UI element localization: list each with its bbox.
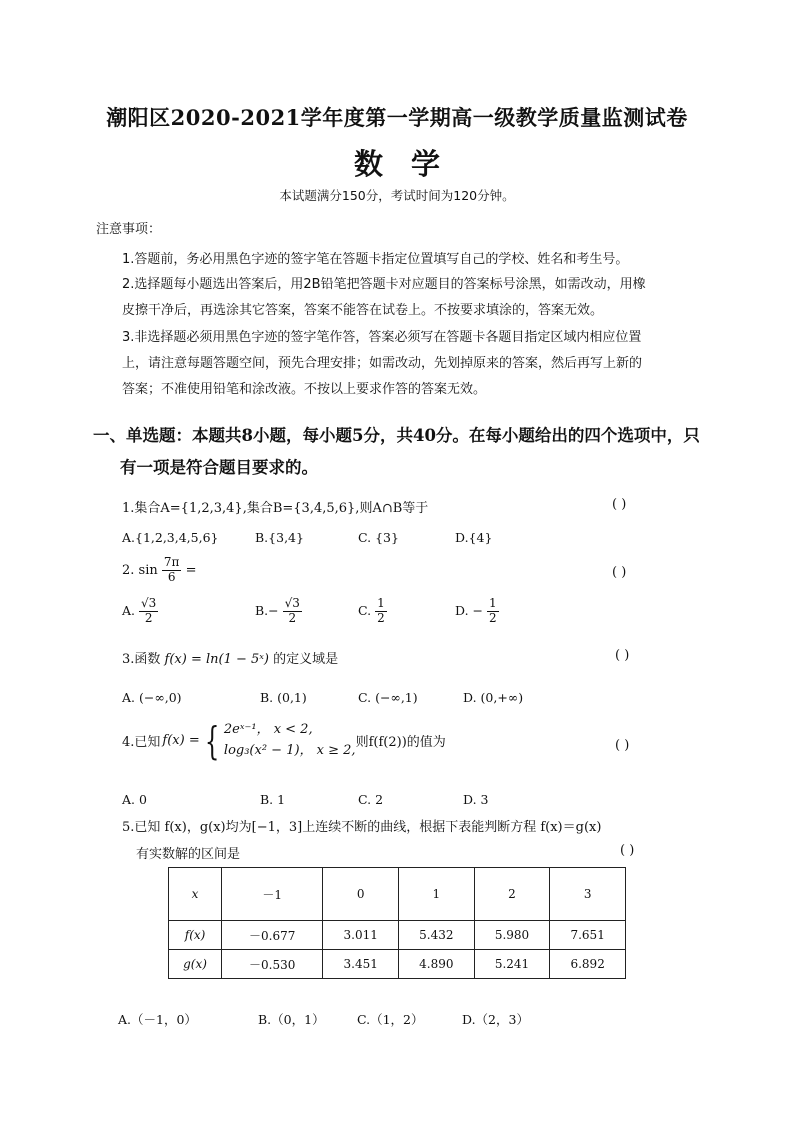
- q4-suffix: 则f(f(2))的值为: [355, 735, 446, 751]
- subject-title: 数学: [353, 147, 468, 181]
- q3-option-c: C. (−∞,1): [358, 690, 418, 705]
- q4-prefix: 4.已知: [122, 735, 161, 751]
- option-fraction: [375, 597, 387, 626]
- brace-symbol: {: [204, 718, 220, 763]
- notice-line: 上，请注意每题答题空间，预先合理安排；如需改动，先划掉原来的答案，然后再写上新的: [122, 356, 643, 371]
- q1-option-d: D.{4}: [455, 530, 493, 545]
- table-cell: －0.677: [222, 921, 323, 950]
- notice-heading: 注意事项：: [96, 222, 162, 237]
- q4-case-1: 2eˣ⁻¹， x < 2,: [223, 722, 313, 737]
- q4-lhs: f(x) =: [162, 733, 200, 749]
- section-heading-cont: 有一项是符合题目要求的。: [120, 458, 318, 477]
- q2-suffix: =: [185, 562, 197, 578]
- q3-option-a: A. (−∞,0): [122, 690, 182, 705]
- table-row: [169, 950, 626, 979]
- q4-option-d: D. 3: [463, 792, 489, 807]
- answer-blank: ( ): [620, 843, 635, 858]
- q1-option-a: A.{1,2,3,4,5,6}: [122, 530, 219, 545]
- table-cell: 5.241: [474, 950, 550, 979]
- option-fraction: [487, 597, 499, 626]
- section-heading: 一、单选题：本题共8小题，每小题5分，共40分。在每小题给出的四个选项中，只: [93, 426, 700, 445]
- option-sign: −: [472, 602, 484, 618]
- q3-option-d: D. (0,+∞): [463, 690, 524, 705]
- option-sign: −: [268, 602, 279, 618]
- q2-fraction: [162, 556, 182, 585]
- q5-table: [168, 867, 626, 979]
- table-cell: －0.530: [222, 950, 323, 979]
- option-num: 1: [377, 596, 385, 610]
- q1-option-b: B.{3,4}: [255, 530, 304, 545]
- q1-option-c: C. {3}: [358, 530, 399, 545]
- q3-stem-a: 3.函数: [122, 652, 161, 667]
- table-cell: 7.651: [550, 921, 626, 950]
- option-num: 1: [489, 596, 497, 610]
- table-cell: －1: [222, 868, 323, 921]
- table-cell: 5.432: [399, 921, 475, 950]
- q2-option-a: [122, 597, 158, 626]
- option-num: √3: [141, 596, 157, 610]
- notice-line: 皮擦干净后，再选涂其它答案，答案不能答在试卷上。不按要求填涂的，答案无效。: [122, 303, 604, 318]
- q3-formula: f(x) = ln(1 − 5ˣ): [164, 652, 269, 667]
- table-cell: 5.980: [474, 921, 550, 950]
- question-2-stem: [122, 556, 196, 585]
- table-cell: f(x): [169, 921, 222, 950]
- question-3-stem: [122, 648, 338, 667]
- table-cell: 0: [323, 868, 399, 921]
- notice-line: 2.选择题每小题选出答案后，用2B铅笔把答题卡对应题目的答案标号涂黑，如需改动，用橡: [122, 277, 646, 292]
- q3-option-b: B. (0,1): [260, 690, 307, 705]
- q4-option-a: A. 0: [122, 792, 147, 807]
- q4-case-2: log₃(x² − 1)， x ≥ 2,: [223, 742, 356, 758]
- q2-option-c: [358, 597, 387, 626]
- notice-line: 答案；不准使用铅笔和涂改液。不按以上要求作答的答案无效。: [122, 382, 487, 397]
- answer-blank: ( ): [615, 738, 630, 753]
- table-cell: 4.890: [399, 950, 475, 979]
- q2-option-d: [455, 597, 499, 626]
- option-label: C.: [358, 602, 372, 618]
- answer-blank: ( ): [612, 497, 627, 512]
- exam-meta: 本试题满分150分，考试时间为120分钟。: [279, 188, 515, 203]
- q3-stem-b: 的定义域是: [273, 652, 339, 667]
- table-cell: g(x): [169, 950, 222, 979]
- notice-line: 1.答题前，务必用黑色字迹的签字笔在答题卡指定位置填写自己的学校、姓名和考生号。: [122, 252, 629, 267]
- exam-title: 潮阳区2020-2021学年度第一学期高一级教学质量监测试卷: [106, 105, 688, 130]
- table-cell: 2: [474, 868, 550, 921]
- table-cell: 3: [550, 868, 626, 921]
- q5-option-a: A.（－1，0）: [118, 1012, 197, 1027]
- q5-option-d: D.（2，3）: [462, 1012, 529, 1027]
- table-cell: 3.451: [323, 950, 399, 979]
- q2-option-b: [255, 597, 302, 626]
- q4-option-c: C. 2: [358, 792, 384, 807]
- q5-option-b: B.（0，1）: [258, 1012, 325, 1027]
- answer-blank: ( ): [615, 648, 630, 663]
- question-5-stem-cont: 有实数解的区间是: [136, 847, 241, 862]
- q2-prefix: 2. sin: [122, 562, 158, 578]
- table-cell: x: [169, 868, 222, 921]
- option-den: 2: [288, 610, 297, 625]
- question-5-stem: 5.已知 f(x)，g(x)均为[−1，3]上连续不断的曲线，根据下表能判断方程 f(x)＝g(x): [122, 820, 602, 835]
- option-label: A.: [122, 602, 136, 618]
- option-den: 2: [144, 610, 153, 625]
- table-cell: 1: [399, 868, 475, 921]
- option-fraction: [139, 597, 158, 626]
- option-label: B.: [255, 602, 269, 618]
- q2-num: 7π: [163, 555, 180, 569]
- question-1-stem: 1.集合A={1,2,3,4},集合B={3,4,5,6},则A∩B等于: [122, 501, 429, 516]
- option-label: D.: [455, 602, 469, 618]
- q4-piecewise: [224, 720, 356, 762]
- table-row: [169, 921, 626, 950]
- question-4-stem: [122, 720, 446, 762]
- q5-option-c: C.（1，2）: [357, 1012, 424, 1027]
- table-cell: 6.892: [550, 950, 626, 979]
- q4-option-b: B. 1: [260, 792, 286, 807]
- notice-line: 3.非选择题必须用黑色字迹的签字笔作答，答案必须写在答题卡各题目指定区域内相应位置: [122, 330, 642, 345]
- answer-blank: ( ): [612, 565, 627, 580]
- q2-den: 6: [167, 569, 176, 584]
- table-header-row: [169, 868, 626, 921]
- table-cell: 3.011: [323, 921, 399, 950]
- option-den: 2: [377, 610, 385, 625]
- option-den: 2: [489, 610, 497, 625]
- option-num: √3: [284, 596, 300, 610]
- option-fraction: [283, 597, 302, 626]
